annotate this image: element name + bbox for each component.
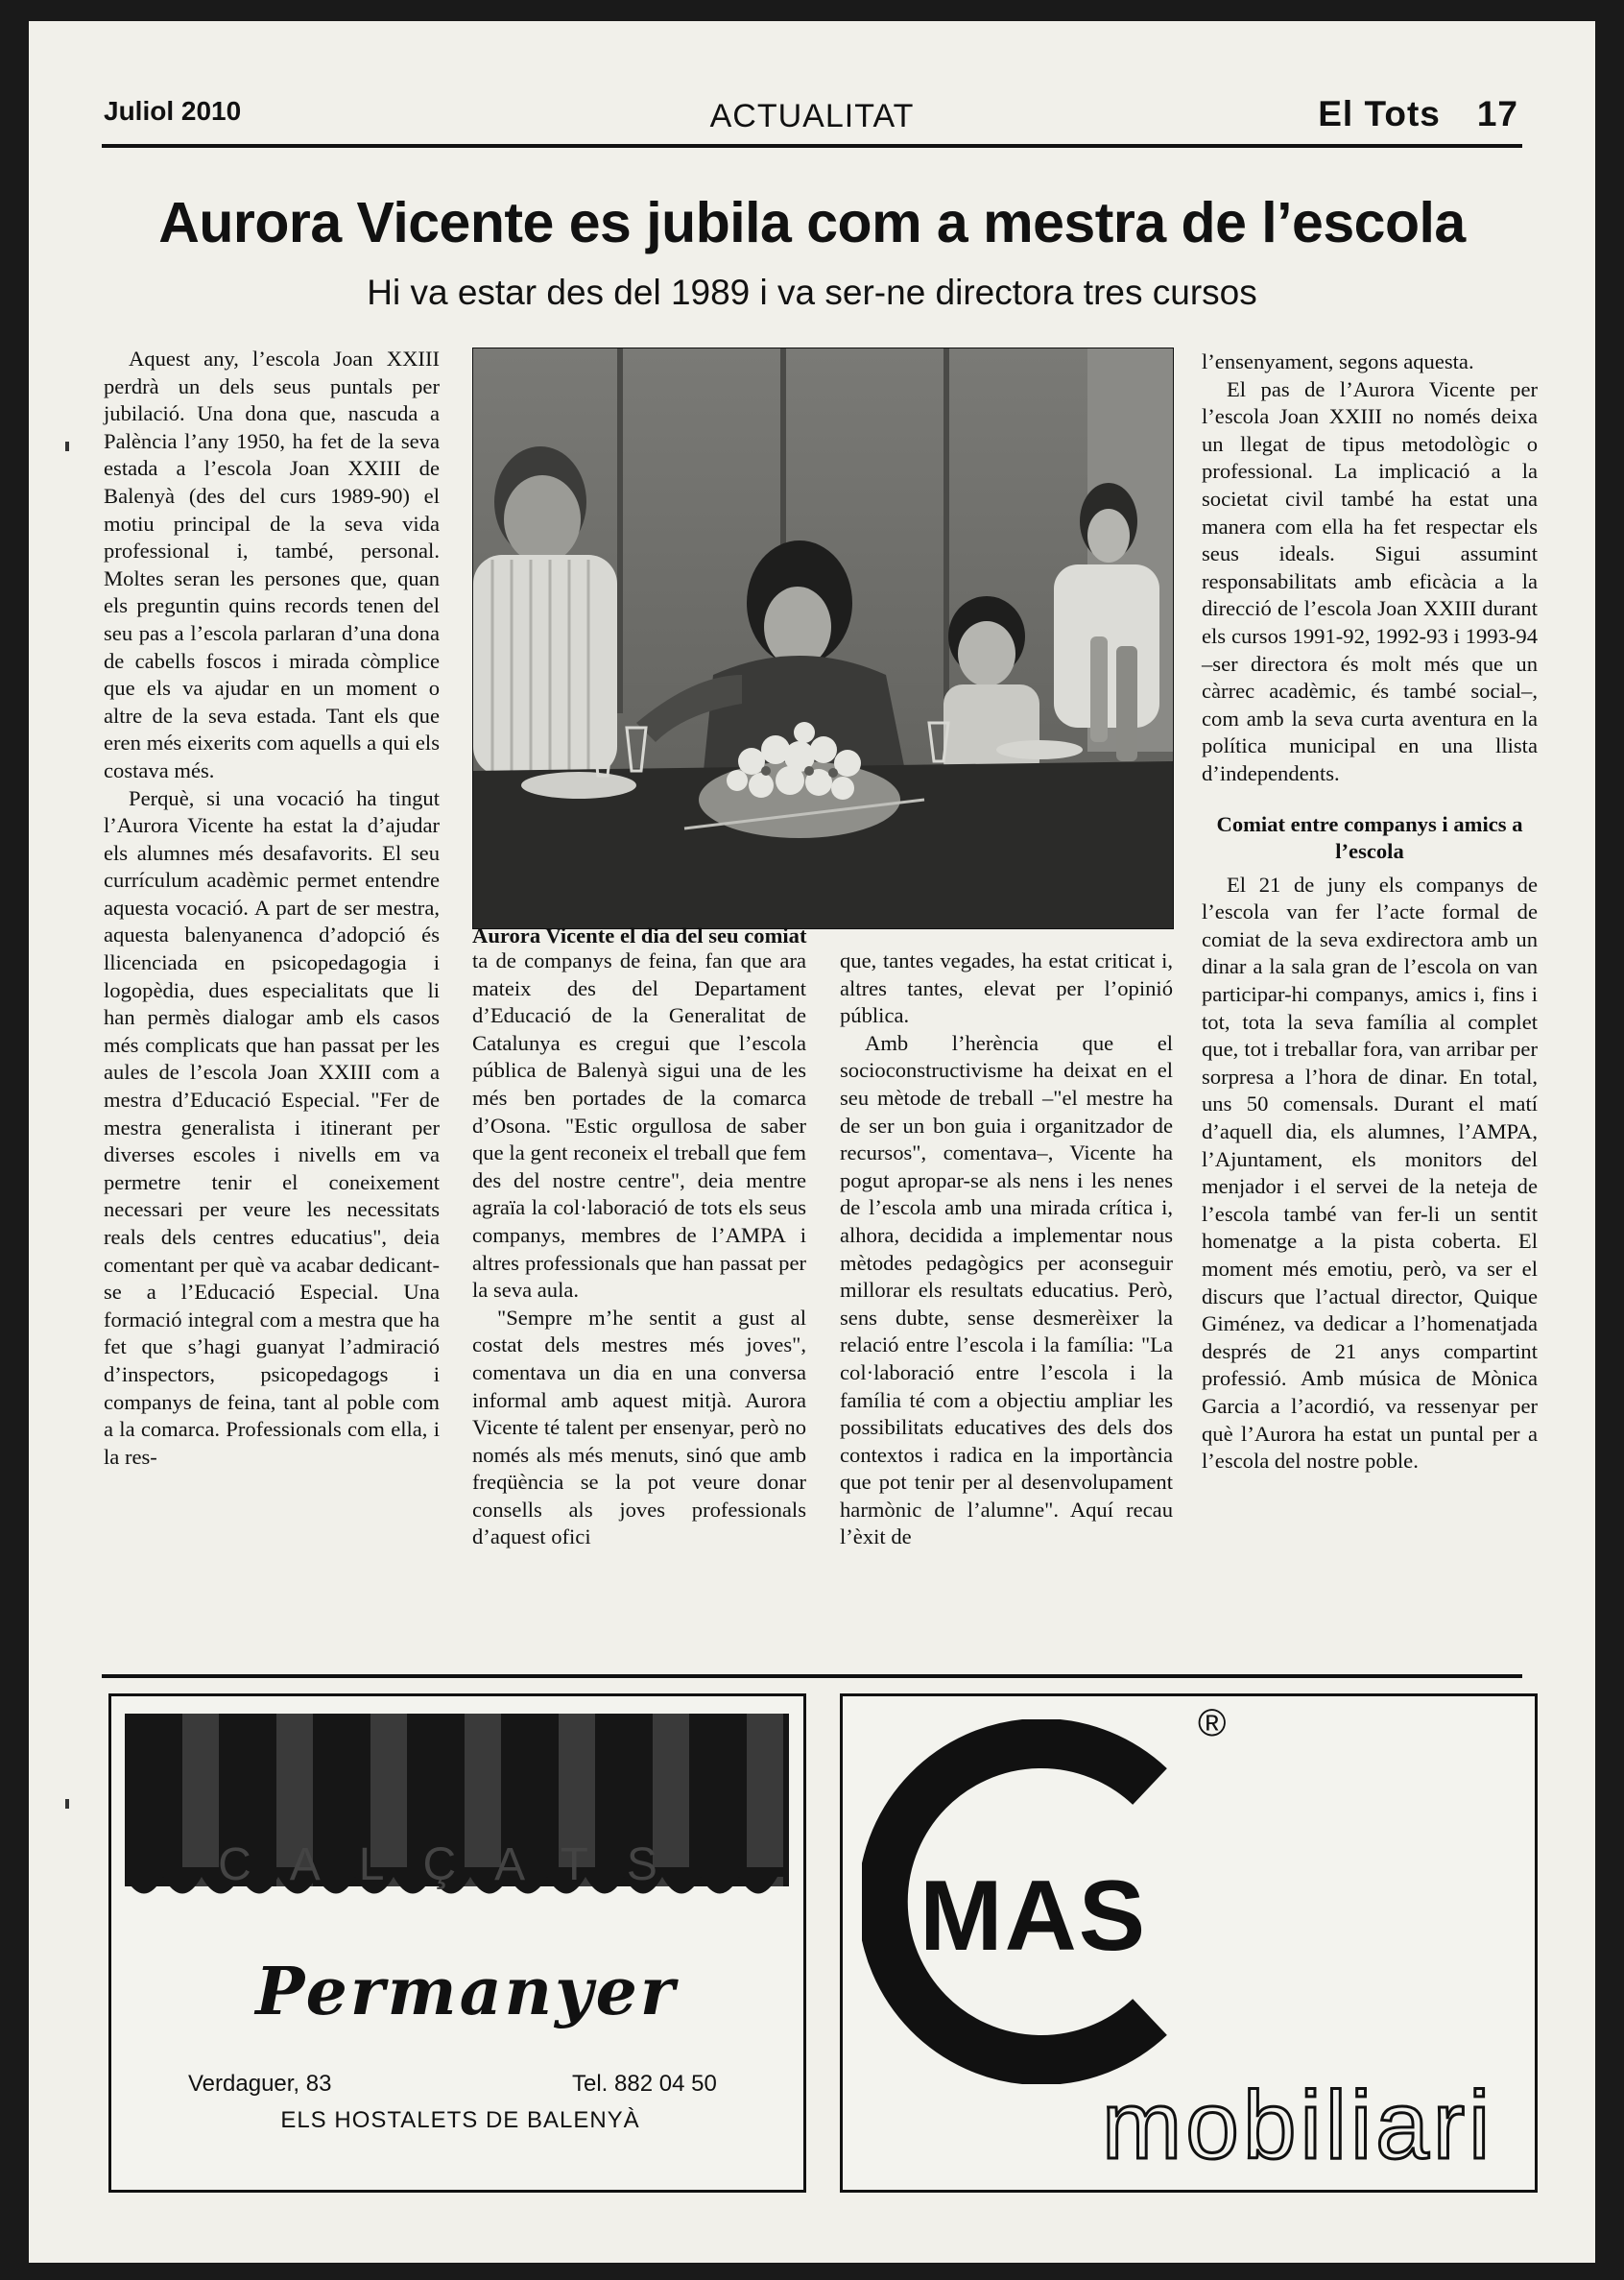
page-number: 17	[1476, 94, 1518, 133]
section-subtitle: Comiat entre companys i amics a l’escola	[1216, 811, 1523, 864]
registered-mark: ®	[1198, 1702, 1227, 1744]
article-subheadline: Hi va estar des del 1989 i va ser-ne directora tres cursos	[367, 273, 1257, 312]
article-column-4	[1202, 348, 1538, 1476]
section-title: ACTUALITAT	[709, 98, 915, 134]
paragraph: Amb l’herència que el socioconstructivisme ha deixat en el seu mètode de treball –"el mestre ha de ser un bon guia i organitzador de recursos", comentava–, Vicente ha pogut apropar-se als nens i les nenes de l’escola amb una mirada crítica i, alhora, decidida a implementar nous mètodes pedagògics per aconseguir millorar els resultats educatius. Però, sens dubte, sense desmerèixer la relació entre l’escola i la família: "La col·laboració entre l’escola i la família té com a objectiu ampliar les possibilitats educatives des dels dos contextos i radica en la importància que pot tenir per al desenvolupament harmònic de l’alumne". Aquí recau l’èxit de	[840, 1030, 1173, 1549]
article-photo	[472, 348, 1174, 929]
paragraph: que, tantes vegades, ha estat criticat i, altres tantes, elevat per l’opinió pública.	[840, 948, 1173, 1028]
article-column-1	[104, 346, 440, 1471]
binding-mark	[65, 1799, 69, 1809]
calcats-lettering: CALÇATS	[218, 1839, 696, 1890]
store-address: Verdaguer, 83	[188, 2071, 332, 2097]
article-headline: Aurora Vicente es jubila com a mestra de l’escola	[158, 191, 1466, 254]
publication-name: El Tots	[1318, 94, 1441, 133]
paragraph: "Sempre m’he sentit a gust al costat dels mestres més joves", comentava un dia en una conversa informal amb aquest mitjà. Aurora Vicente té talent per ensenyar, però no només als més menuts, sinó que amb freqüència se la pot veure donar consells als joves professionals d’aquest ofici	[472, 1305, 806, 1549]
paragraph: Aquest any, l’escola Joan XXIII perdrà un dels seus puntals per jubilació. Una dona que, nascuda a Palència l’any 1950, ha fet de la seva estada a l’escola Joan XXIII de Balenyà (des del curs 1989-90) el motiu principal de la seva vida professional i, també, personal. Moltes seran les persones que, quan els preguntin quins records tenen del seu pas a l’escola parlaran d’una dona de cabells foscos i mirada còmplice que els va ajudar en un moment o altre de la seva estada. Tant els que eren més eixerits com aquells a qui els costava més.	[104, 347, 440, 782]
paragraph: El pas de l’Aurora Vicente per l’escola Joan XXIII no només deixa un llegat de tipus metodològic o professional. La implicació a la societat civil també ha estat una manera com ella ha fet respectar els seus ideals. Sigui assumint responsabilitats amb eficàcia a la direcció de l’escola Joan XXIII durant els cursos 1991-92, 1992-93 i 1993-94 –ser directora és molt més que un càrrec acadèmic, és també social–, com amb la seva curta aventura en la política municipal en una llista d’independents.	[1202, 376, 1538, 785]
permanyer-brand: Permanyer	[255, 1954, 678, 2030]
newspaper-page	[29, 21, 1595, 2263]
photo-caption: Aurora Vicente el dia del seu comiat	[472, 924, 807, 948]
binding-mark	[65, 442, 69, 451]
mas-mobiliari-ad	[840, 1693, 1538, 2193]
paragraph: ta de companys de feina, fan que ara mateix des del Departament d’Educació de la Generalitat de Catalunya es cregui que l’escola pública de Balenyà sigui una de les més ben portades de la comarca d’Osona. "Estic orgullosa de saber que la gent reconeix el treball que fem des del nostre centre", deia mentre agraïa la col·laboració de tots els seus companys, membres de l’AMPA i altres professionals que han passat per la seva aula.	[472, 948, 806, 1303]
paragraph: El 21 de juny els companys de l’escola van fer l’acte formal de comiat de la seva exdirectora amb un dinar a la sala gran de l’escola on van participar-hi companys, amics i, fins i tot, tota la seva família al complet que, tot i treballar fora, van arribar per sorpresa a l’hora de dinar. En total, uns 50 comensals. Durant el matí d’aquell dia, els alumnes, l’AMPA, l’Ajuntament, els monitors del menjador i el servei de la neteja de l’escola també van fer-li un sentit homenatge a la pista coberta. El moment més emotiu, però, va ser el discurs que l’actual director, Quique Giménez, va dedicar a l’homenatjada després de 21 anys compartint professió. Amb música de Mònica Garcia a l’acordió, va ressenyar per què l’Aurora ha estat un puntal per a l’escola del nostre poble.	[1202, 872, 1538, 1474]
article-column-2	[472, 948, 806, 1551]
permanyer-shoe-store-ad	[108, 1693, 806, 2193]
publication-masthead	[1318, 94, 1518, 134]
header-rule	[102, 144, 1522, 148]
article-column-3	[840, 948, 1173, 1551]
farewell-lunch-photo	[473, 348, 1173, 928]
issue-date: Juliol 2010	[104, 96, 242, 126]
paragraph: l’ensenyament, segons aquesta.	[1202, 349, 1474, 373]
store-phone: Tel. 882 04 50	[572, 2071, 717, 2097]
store-town: ELS HOSTALETS DE BALENYÀ	[280, 2107, 640, 2133]
mobiliari-tagline: mobiliari	[1102, 2072, 1494, 2179]
paragraph: Perquè, si una vocació ha tingut l’Aurora Vicente ha estat la d’ajudar els alumnes més desafavorits. El seu currículum acadèmic permet entendre aquesta vocació. A part de ser mestra, aquesta balenyanenca d’adopció és llicenciada en psicopedagogia i logopèdia, dues especialitats que li han permès dialogar amb els casos més complicats que han passat per les aules de l’escola Joan XXIII com a mestra d’Educació Especial. "Fer de mestra generalista i itinerant per diverses escoles i nivells em va permetre tenir el coneixement necessari per veure les necessitats reals dels centres educatius", deia comentant per què va acabar dedicant-se a l’Educació Especial. Una formació integral com a mestra que ha fet que s’hagi guanyat l’admiració d’inspectors, psicopedagogs i companys de feina, tant al poble com a la comarca. Professionals com ella, i la res-	[104, 785, 440, 1469]
mas-logo-text: MAS	[919, 1860, 1148, 1972]
ads-separator-rule	[102, 1674, 1522, 1678]
